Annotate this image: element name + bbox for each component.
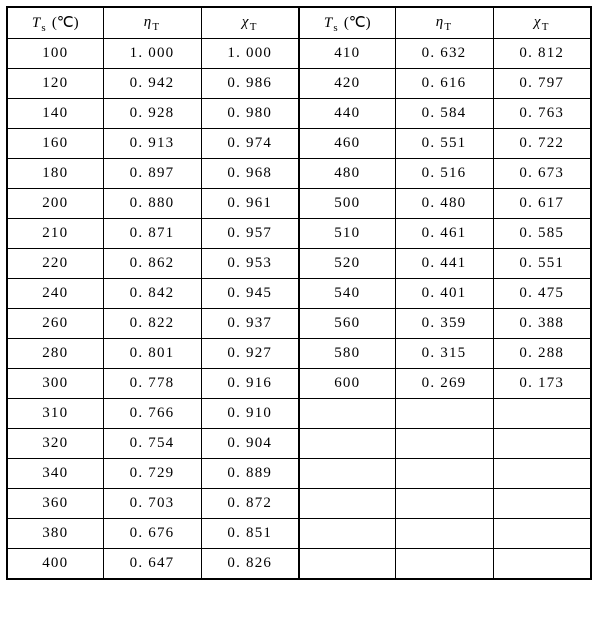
table-row [7,99,591,129]
cell-temperature-right [299,399,395,429]
cell-eta-left: 0. 766 [103,399,201,429]
cell-chi-left: 1. 000 [201,39,299,69]
cell-temperature-left: 310 [7,399,103,429]
cell-chi-right [493,519,591,549]
cell-chi-left: 0. 968 [201,159,299,189]
table-row [7,69,591,99]
cell-eta-right: 0. 269 [395,369,493,399]
cell-temperature-right: 540 [299,279,395,309]
cell-eta-left: 0. 942 [103,69,201,99]
table-row [7,519,591,549]
cell-temperature-right: 420 [299,69,395,99]
cell-chi-right [493,399,591,429]
cell-chi-right: 0. 797 [493,69,591,99]
cell-temperature-left: 320 [7,429,103,459]
header-chi-left: $\chi_T$ [201,7,299,39]
cell-temperature-right: 520 [299,249,395,279]
cell-temperature-left: 380 [7,519,103,549]
cell-chi-left: 0. 974 [201,129,299,159]
cell-eta-right: 0. 616 [395,69,493,99]
cell-chi-left: 0. 872 [201,489,299,519]
cell-eta-left: 0. 842 [103,279,201,309]
cell-temperature-right: 460 [299,129,395,159]
cell-chi-right: 0. 617 [493,189,591,219]
cell-eta-left: 0. 778 [103,369,201,399]
cell-chi-left: 0. 953 [201,249,299,279]
cell-eta-right: 0. 315 [395,339,493,369]
cell-chi-left: 0. 980 [201,99,299,129]
cell-temperature-right: 410 [299,39,395,69]
cell-chi-right: 0. 551 [493,249,591,279]
cell-eta-right [395,519,493,549]
table-row [7,309,591,339]
table-row [7,39,591,69]
table-row [7,279,591,309]
table-header-row [7,7,591,39]
table-row [7,219,591,249]
cell-eta-right: 0. 632 [395,39,493,69]
table-row [7,399,591,429]
cell-eta-left: 0. 913 [103,129,201,159]
cell-eta-left: 0. 928 [103,99,201,129]
cell-temperature-right: 480 [299,159,395,189]
cell-chi-right: 0. 288 [493,339,591,369]
cell-temperature-right: 440 [299,99,395,129]
cell-temperature-left: 210 [7,219,103,249]
cell-chi-left: 0. 826 [201,549,299,580]
cell-temperature-right [299,429,395,459]
cell-temperature-left: 160 [7,129,103,159]
cell-temperature-right [299,459,395,489]
table-row [7,249,591,279]
cell-eta-right [395,399,493,429]
cell-eta-left: 0. 676 [103,519,201,549]
cell-chi-right: 0. 388 [493,309,591,339]
header-eta-left: $\eta_T$ [103,7,201,39]
cell-temperature-left: 300 [7,369,103,399]
cell-temperature-right [299,519,395,549]
cell-eta-right: 0. 551 [395,129,493,159]
cell-eta-left: 0. 862 [103,249,201,279]
table-row [7,189,591,219]
cell-chi-right: 0. 585 [493,219,591,249]
cell-chi-left: 0. 957 [201,219,299,249]
cell-chi-left: 0. 910 [201,399,299,429]
table-sheet [0,6,600,625]
cell-chi-right [493,429,591,459]
table-row [7,489,591,519]
cell-eta-right: 0. 461 [395,219,493,249]
cell-chi-right: 0. 673 [493,159,591,189]
cell-eta-right [395,549,493,580]
cell-temperature-left: 220 [7,249,103,279]
cell-chi-left: 0. 937 [201,309,299,339]
cell-chi-right [493,459,591,489]
table-row [7,159,591,189]
cell-temperature-left: 240 [7,279,103,309]
table-row [7,339,591,369]
cell-eta-left: 0. 880 [103,189,201,219]
cell-temperature-left: 180 [7,159,103,189]
table-row [7,369,591,399]
cell-eta-left: 0. 801 [103,339,201,369]
cell-eta-right: 0. 401 [395,279,493,309]
cell-eta-left: 0. 897 [103,159,201,189]
cell-eta-right: 0. 480 [395,189,493,219]
header-temperature-right: $T_s$ (℃) [299,7,395,39]
table-row [7,549,591,580]
cell-chi-right: 0. 173 [493,369,591,399]
cell-eta-right: 0. 359 [395,309,493,339]
table-row [7,429,591,459]
cell-chi-left: 0. 945 [201,279,299,309]
cell-chi-left: 0. 904 [201,429,299,459]
cell-temperature-right: 560 [299,309,395,339]
cell-chi-left: 0. 927 [201,339,299,369]
cell-eta-left: 0. 729 [103,459,201,489]
cell-temperature-right: 510 [299,219,395,249]
cell-eta-right: 0. 584 [395,99,493,129]
cell-chi-right: 0. 812 [493,39,591,69]
cell-temperature-left: 140 [7,99,103,129]
cell-eta-left: 0. 822 [103,309,201,339]
cell-eta-left: 0. 647 [103,549,201,580]
cell-chi-right: 0. 763 [493,99,591,129]
cell-eta-left: 0. 871 [103,219,201,249]
cell-temperature-right: 600 [299,369,395,399]
cell-chi-left: 0. 986 [201,69,299,99]
cell-chi-right: 0. 475 [493,279,591,309]
cell-chi-left: 0. 889 [201,459,299,489]
table-row [7,129,591,159]
cell-temperature-left: 280 [7,339,103,369]
cell-eta-right [395,489,493,519]
cell-temperature-right [299,489,395,519]
header-eta-right: $\eta_T$ [395,7,493,39]
cell-temperature-left: 400 [7,549,103,580]
cell-chi-left: 0. 916 [201,369,299,399]
cell-eta-right [395,459,493,489]
cell-eta-right: 0. 441 [395,249,493,279]
table-row [7,459,591,489]
cell-temperature-left: 120 [7,69,103,99]
cell-eta-left: 1. 000 [103,39,201,69]
header-temperature-left: $T_s$ (℃) [7,7,103,39]
cell-temperature-right: 500 [299,189,395,219]
cell-chi-left: 0. 851 [201,519,299,549]
cell-chi-right [493,489,591,519]
cell-eta-left: 0. 703 [103,489,201,519]
cell-temperature-left: 360 [7,489,103,519]
cell-eta-right [395,429,493,459]
cell-temperature-left: 260 [7,309,103,339]
cell-chi-right [493,549,591,580]
header-chi-right: $\chi_T$ [493,7,591,39]
cell-temperature-left: 100 [7,39,103,69]
cell-chi-left: 0. 961 [201,189,299,219]
cell-temperature-right [299,549,395,580]
cell-temperature-left: 340 [7,459,103,489]
cell-temperature-right: 580 [299,339,395,369]
data-table [6,6,592,580]
cell-eta-left: 0. 754 [103,429,201,459]
cell-chi-right: 0. 722 [493,129,591,159]
cell-temperature-left: 200 [7,189,103,219]
cell-eta-right: 0. 516 [395,159,493,189]
